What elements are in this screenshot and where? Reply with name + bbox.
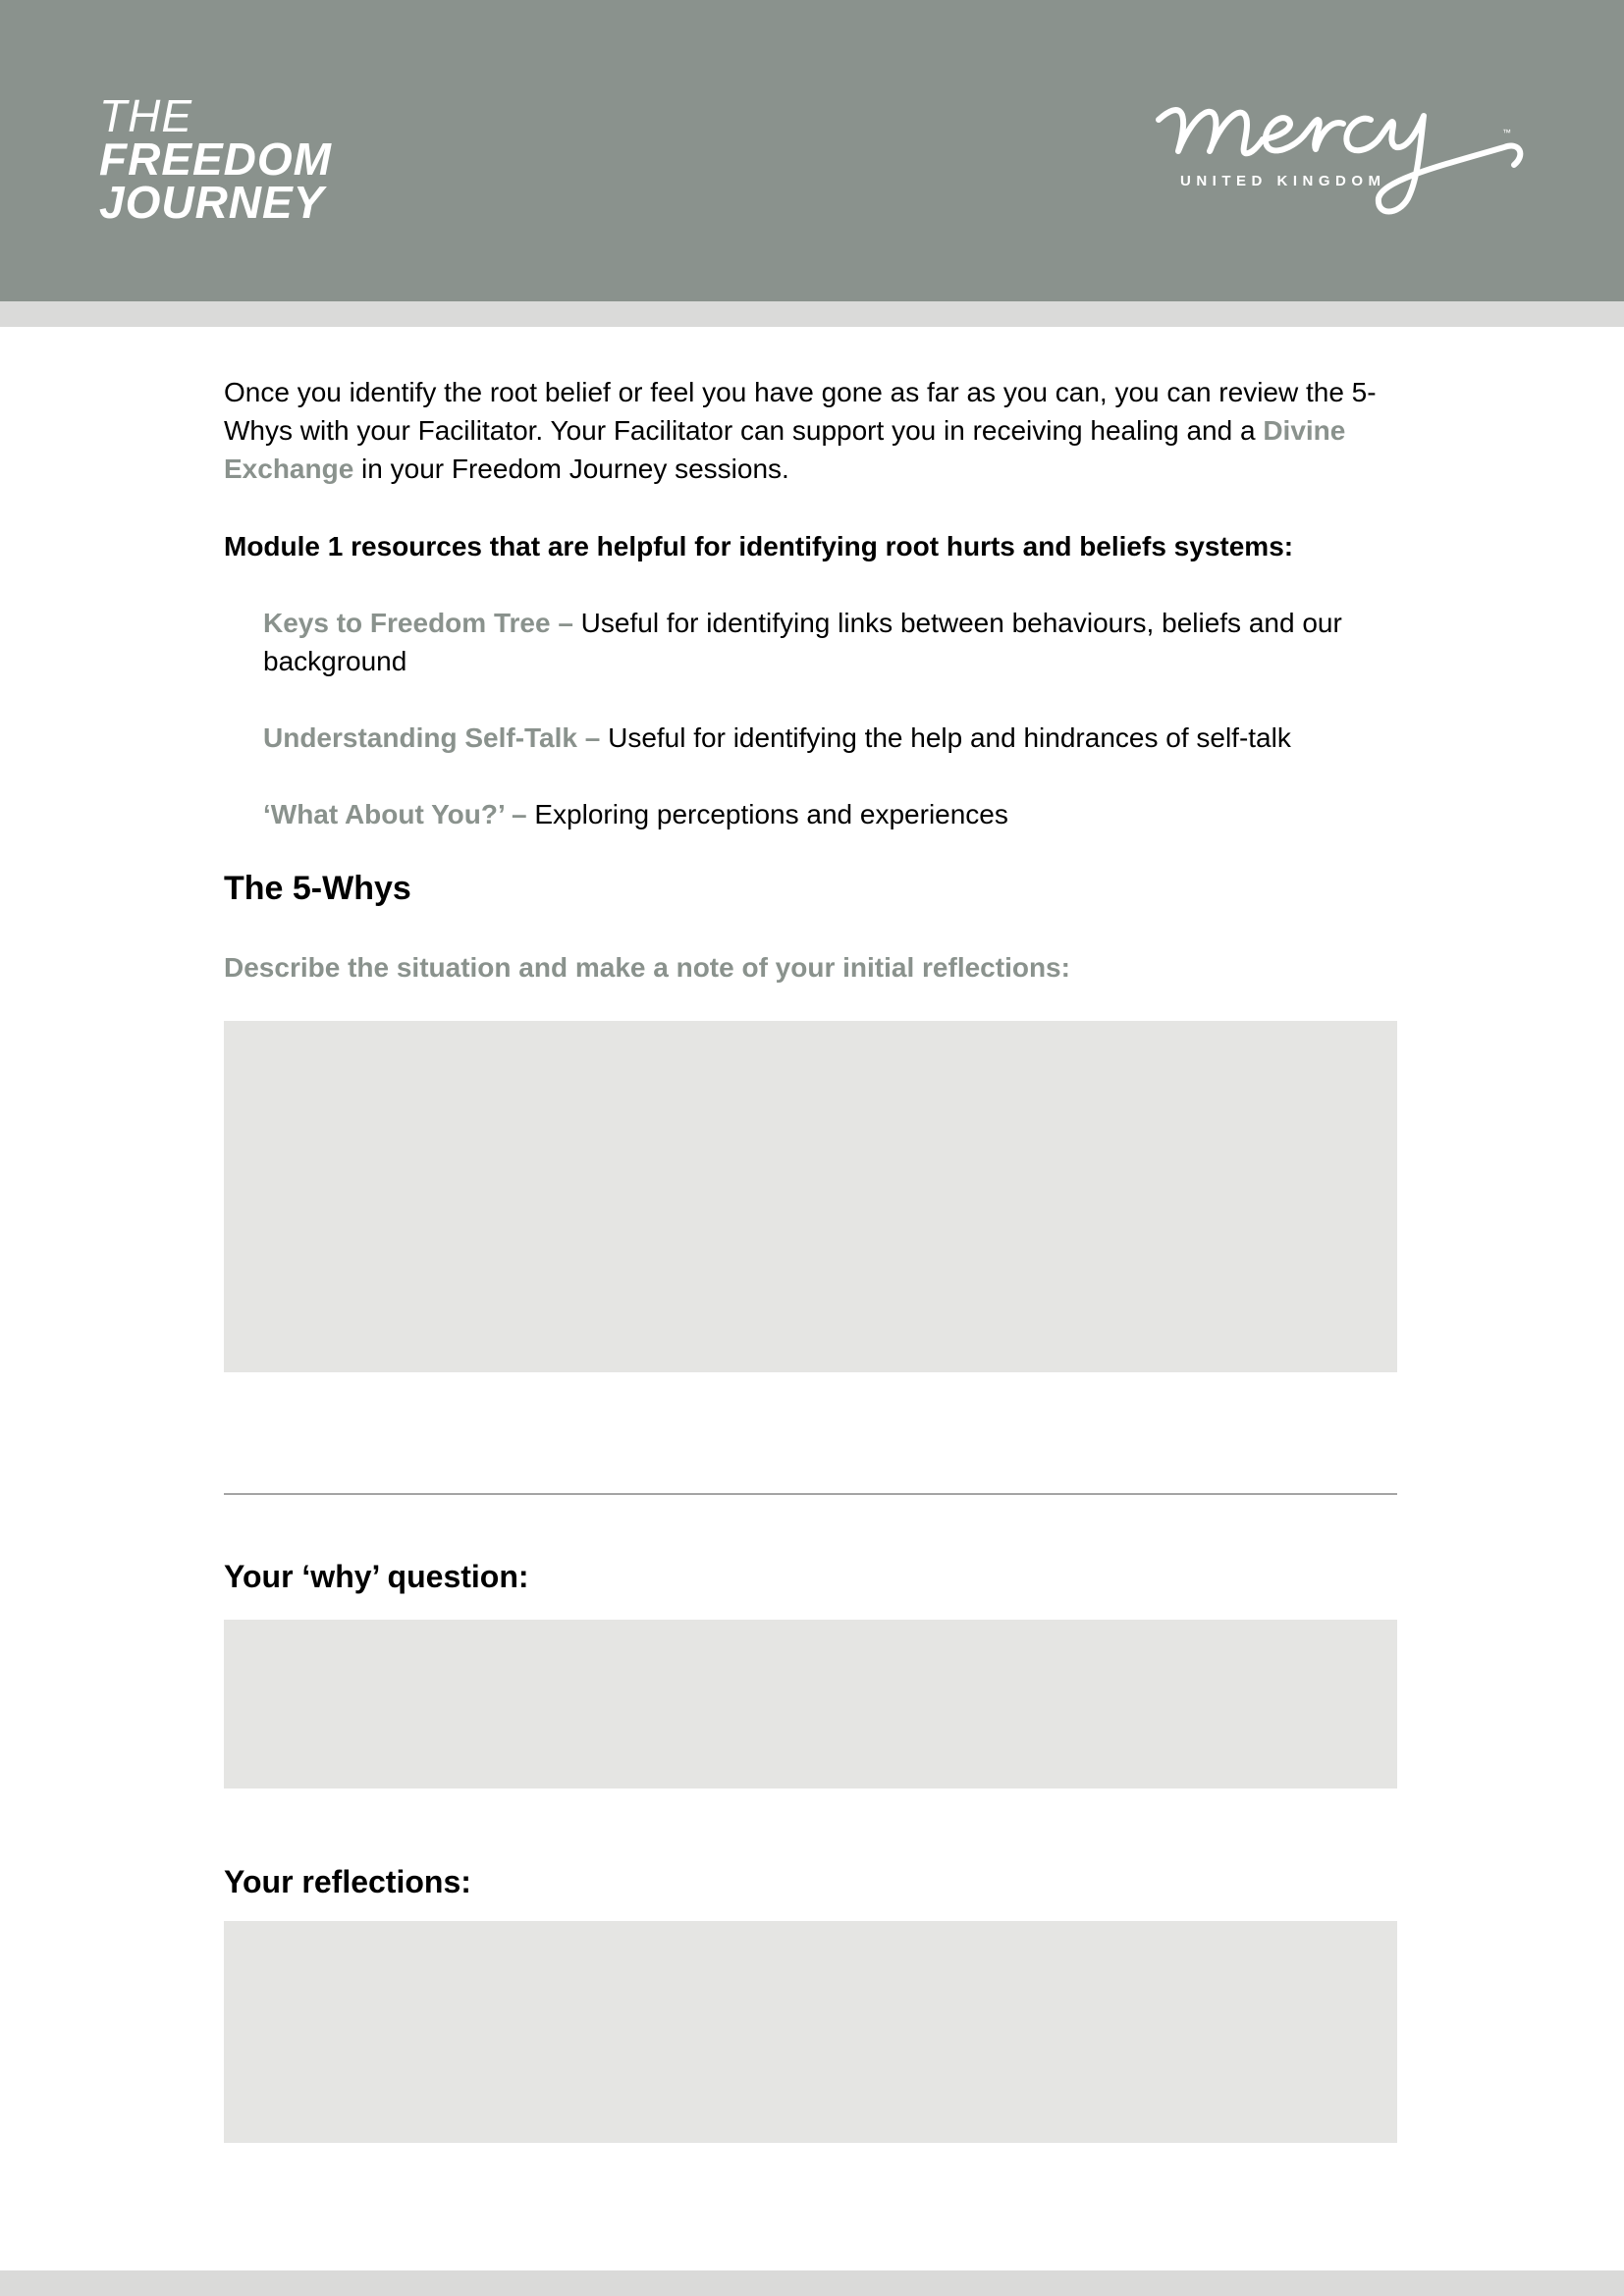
intro-text-end: in your Freedom Journey sessions. [353,454,789,484]
page-header [0,0,1624,301]
resource-description: Useful for identifying the help and hindrances of self-talk [600,722,1291,753]
title-the: THE [99,90,192,141]
five-whys-heading: The 5-Whys [224,870,411,907]
reflections-label: Your reflections: [224,1864,471,1899]
why-question-field[interactable] [224,1620,1397,1789]
intro-text: Once you identify the root belief or feel you have gone as far as you can, you can review the 5-Whys with your Facilitator. Your Facilitator can support you in receiving healing and a [224,377,1377,446]
resource-description: Useful for identifying links between behaviours, beliefs and our background [263,608,1342,676]
why-question-label: Your ‘why’ question: [224,1559,529,1594]
svg-text:™: ™ [1502,128,1511,137]
section-divider [224,1493,1397,1495]
resource-link-what-about-you[interactable]: ‘What About You?’ – [263,799,527,829]
mercy-logo [1151,90,1534,236]
situation-prompt: Describe the situation and make a note of your initial reflections: [224,952,1070,983]
intro-paragraph [224,373,1397,488]
resource-item [263,604,1392,680]
freedom-journey-title [99,90,332,228]
footer-band [0,2270,1624,2296]
reflections-field[interactable] [224,1921,1397,2143]
logo-subtitle: UNITED KINGDOM [1180,173,1386,189]
resources-heading: Module 1 resources that are helpful for identifying root hurts and beliefs systems: [224,531,1294,561]
resource-item [263,795,1392,833]
header-band [0,301,1624,327]
title-journey: JOURNEY [99,177,325,228]
divine-exchange-link[interactable]: Divine Exchange [224,415,1346,484]
title-freedom: FREEDOM [99,133,332,185]
resource-item [263,719,1392,757]
resource-description: Exploring perceptions and experiences [526,799,1008,829]
situation-reflections-field[interactable] [224,1021,1397,1372]
resource-link-understanding-self-talk[interactable]: Understanding Self-Talk – [263,722,601,753]
resource-link-keys-to-freedom-tree[interactable]: Keys to Freedom Tree – [263,608,573,638]
